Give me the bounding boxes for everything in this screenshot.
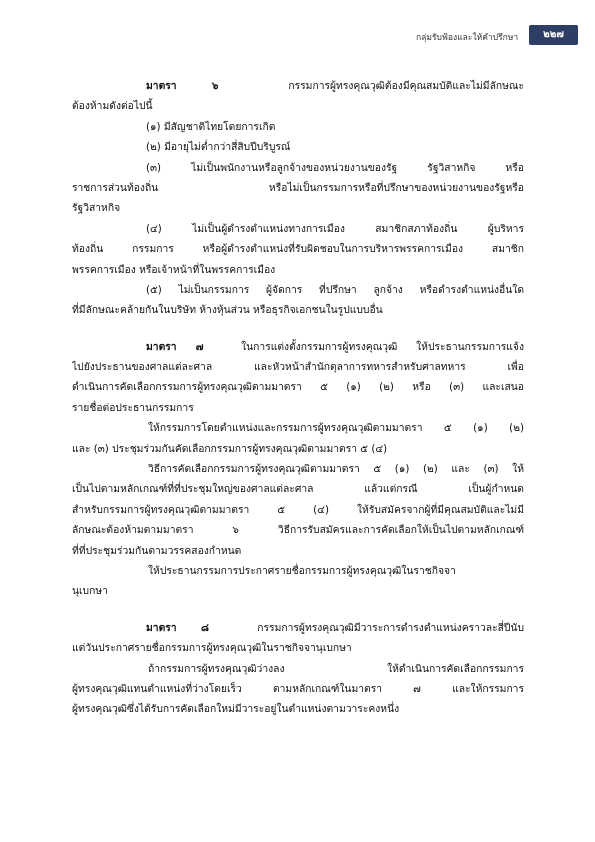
paragraph-line: ให้กรรมการโดยตำแหน่งและกรรมการผู้ทรงคุณวุฒิตามมาตรา ๕ (๑) (๒) (148, 422, 524, 435)
paragraph-line: ท้องถิ่น กรรมการ หรือผู้ดำรงตำแหน่งที่รับผิดชอบในการบริหารพรรคการเมือง สมาชิก (72, 243, 524, 256)
paragraph-line: ดำเนินการคัดเลือกกรรมการผู้ทรงคุณวุฒิตามมาตรา ๕ (๑) (๒) หรือ (๓) และเสนอ (72, 381, 524, 394)
paragraph-line: ต้องห้ามดังต่อไปนี้ (72, 100, 153, 113)
paragraph-line: ราชการส่วนท้องถิ่น หรือไม่เป็นกรรมการหรือที่ปรึกษาของหน่วยงานของรัฐหรือ (72, 181, 524, 194)
paragraph-line: พรรคการเมือง หรือเจ้าหน้าที่ในพรรคการเมือง (72, 263, 276, 276)
section-title: กลุ่มรับฟ้องและให้คำปรึกษา (416, 33, 519, 43)
paragraph-line: ถ้ากรรมการผู้ทรงคุณวุฒิว่างลง ให้ดำเนินการคัดเลือกกรรมการ (148, 662, 524, 675)
section-heading: มาตรา ๖ (146, 80, 219, 92)
paragraph-line: ที่มีลักษณะคล้ายกันในบริษัท ห้างหุ้นส่วน หรือธุรกิจเอกชนในรูปแบบอื่น (72, 304, 383, 317)
paragraph-line: มาตรา ๗ ในการแต่งตั้งกรรมการผู้ทรงคุณวุฒิ ให้ประธานกรรมการแจ้ง (146, 340, 524, 353)
section-6 (72, 76, 524, 321)
paragraph-line: สำหรับกรรมการผู้ทรงคุณวุฒิตามมาตรา ๕ (๔) ให้รับสมัครจากผู้ที่มีคุณสมบัติและไม่มี (72, 503, 524, 516)
paragraph-line: มาตรา ๖ กรรมการผู้ทรงคุณวุฒิต้องมีคุณสมบัติและไม่มีลักษณะ (146, 80, 524, 92)
paragraph-line: นุเบกษา (72, 585, 108, 598)
paragraph-line: ที่ที่ประชุมร่วมกันตามวรรคสองกำหนด (72, 544, 242, 557)
list-item: (๓) ไม่เป็นพนักงานหรือลูกจ้างของหน่วยงานของรัฐ รัฐวิสาหกิจ หรือ (146, 161, 524, 174)
document-body (72, 76, 524, 720)
section-heading: มาตรา ๘ (146, 621, 209, 634)
paragraph-line: มาตรา ๘ กรรมการผู้ทรงคุณวุฒิมีวาระการดำรงตำแหน่งคราวละสี่ปีนับ (146, 621, 524, 634)
list-item: (๔) ไม่เป็นผู้ดำรงตำแหน่งทางการเมือง สมาชิกสภาท้องถิ่น ผู้บริหาร (146, 222, 524, 235)
paragraph-line: ลักษณะต้องห้ามตามมาตรา ๖ วิธีการรับสมัครและการคัดเลือกให้เป็นไปตามหลักเกณฑ์ (72, 524, 524, 537)
list-item: (๒) มีอายุไม่ต่ำกว่าสี่สิบปีบริบูรณ์ (146, 141, 291, 154)
paragraph-line: แต่วันประกาศรายชื่อกรรมการผู้ทรงคุณวุฒิในราชกิจจานุเบกษา (72, 642, 352, 655)
paragraph-line: รัฐวิสาหกิจ (72, 202, 121, 215)
paragraph-line: ไปยังประธานของศาลแต่ละศาล และหัวหน้าสำนักตุลาการทหารสำหรับศาลทหาร เพื่อ (72, 361, 524, 374)
page-number-badge: ๒๒๗ (529, 25, 578, 45)
paragraph-line: ผู้ทรงคุณวุฒิแทนตำแหน่งที่ว่างโดยเร็ว ตามหลักเกณฑ์ในมาตรา ๗ และให้กรรมการ (72, 682, 524, 695)
section-heading: มาตรา ๗ (146, 340, 204, 353)
paragraph-line: ผู้ทรงคุณวุฒิซึ่งได้รับการคัดเลือกใหม่มีวาระอยู่ในตำแหน่งตามวาระคงหนึ่ง (72, 703, 400, 716)
list-item: (๑) มีสัญชาติไทยโดยการเกิด (146, 120, 276, 133)
paragraph-line: วิธีการคัดเลือกกรรมการผู้ทรงคุณวุฒิตามมาตรา ๕ (๑) (๒) และ (๓) ให้ (148, 463, 524, 476)
list-item: (๕) ไม่เป็นกรรมการ ผู้จัดการ ที่ปรึกษา ลูกจ้าง หรือดำรงตำแหน่งอื่นใด (146, 283, 524, 296)
section-7 (72, 337, 524, 602)
paragraph-line: ให้ประธานกรรมการประกาศรายชื่อกรรมการผู้ทรงคุณวุฒิในราชกิจจา (148, 564, 456, 577)
paragraph-line: และ (๓) ประชุมร่วมกันคัดเลือกกรรมการผู้ทรงคุณวุฒิตามมาตรา ๕ (๔) (72, 442, 388, 455)
paragraph-line: เป็นไปตามหลักเกณฑ์ที่ที่ประชุมใหญ่ของศาลแต่ละศาล แล้วแต่กรณี เป็นผู้กำหนด (72, 483, 524, 496)
paragraph-line: รายชื่อต่อประธานกรรมการ (72, 401, 194, 414)
section-8 (72, 618, 524, 720)
